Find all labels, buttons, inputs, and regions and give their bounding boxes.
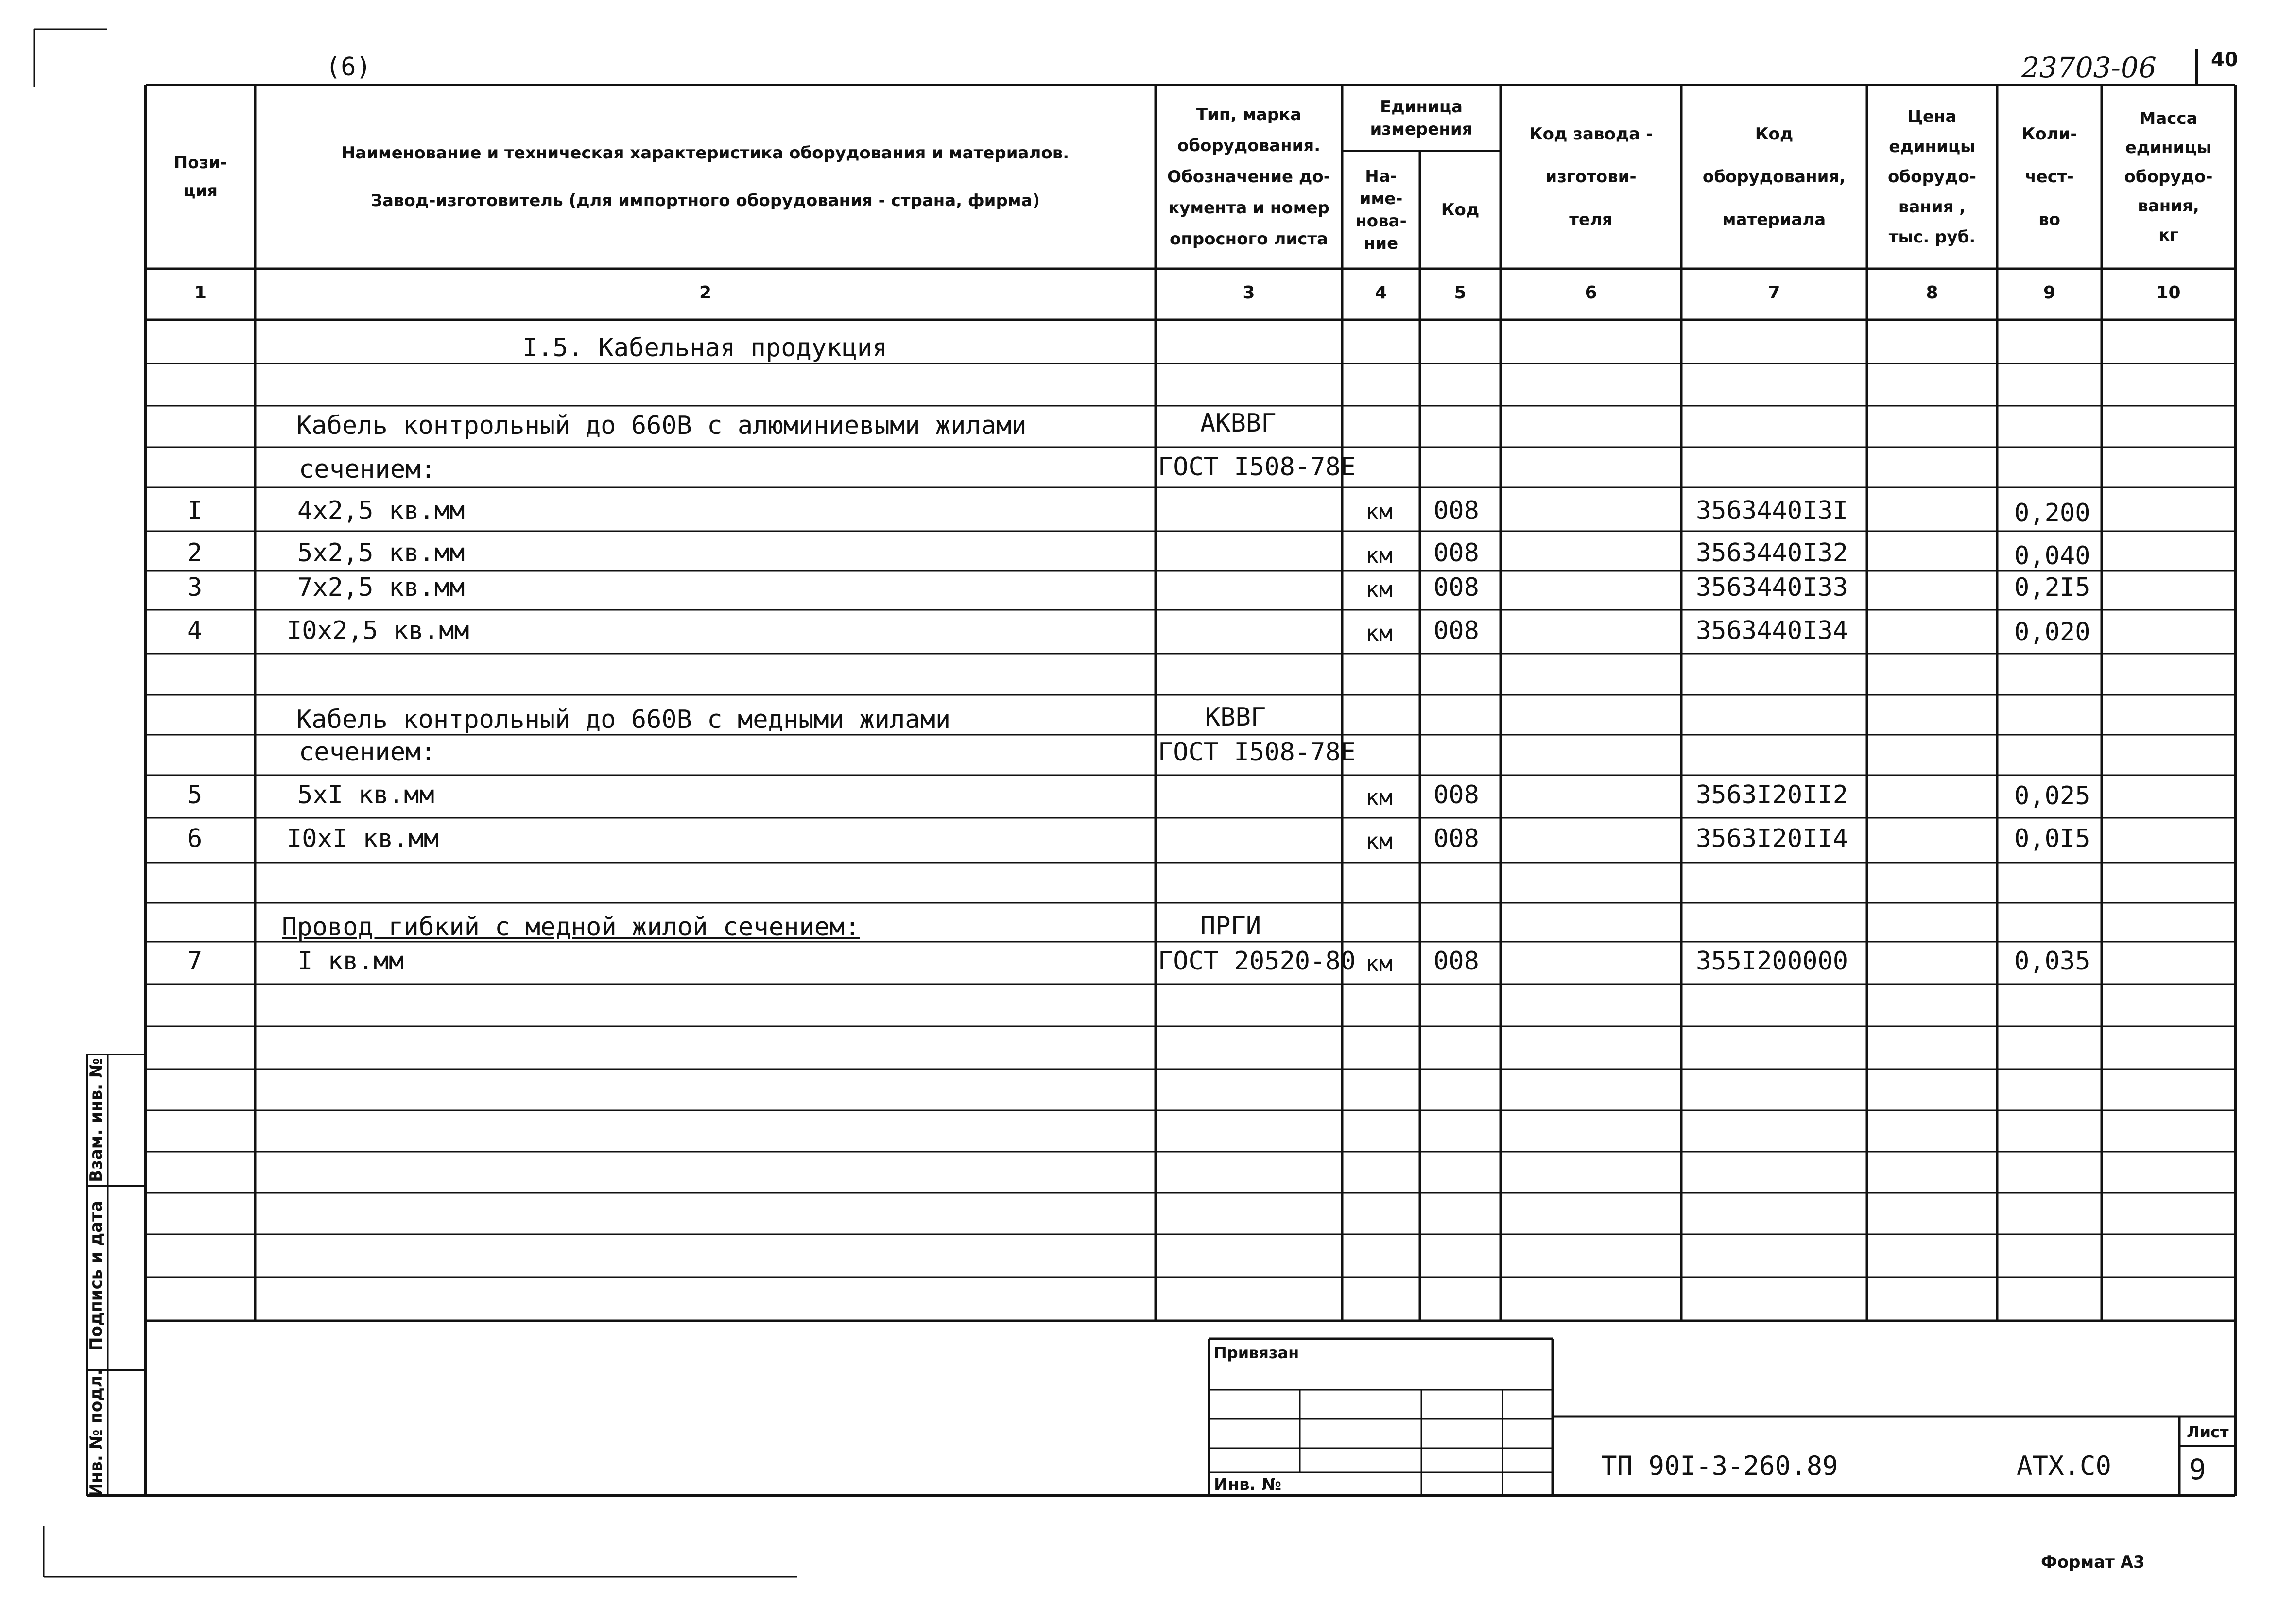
row-name: I кв.мм [297, 947, 404, 976]
row-quantity: 0,0I5 [2014, 824, 2090, 853]
header-equipment-code: Код оборудования, материала [1702, 124, 1846, 229]
row-unit: км [1365, 576, 1393, 603]
row-name: 4х2,5 кв.мм [297, 496, 465, 525]
row-unit: км [1365, 950, 1393, 977]
group-type: КВВГ [1205, 703, 1266, 732]
section-title: I.5. Кабельная продукция [522, 333, 888, 363]
header-mass: Масса единицы оборудо- вания, кг [2124, 109, 2213, 245]
row-equipment-code: 355I200000 [1696, 947, 1848, 976]
column-number: 2 [699, 283, 712, 303]
header-position: Пози- ция [173, 153, 227, 201]
group-type: ПРГИ [1200, 912, 1261, 941]
format-label: Формат А3 [2041, 1553, 2145, 1572]
group-title: сечением: [299, 738, 436, 767]
row-quantity: 0,2I5 [2014, 573, 2090, 602]
row-equipment-code: 3563I20II4 [1696, 824, 1848, 853]
row-code: 008 [1433, 573, 1479, 602]
column-number: 1 [194, 283, 207, 303]
side-label-inv: Инв. № подл. [86, 1369, 106, 1497]
header-type: Тип, марка оборудования. Обозначение до- кумента и номер опросного листа [1167, 105, 1330, 249]
row-position: 2 [187, 538, 203, 568]
row-quantity: 0,200 [2014, 499, 2090, 528]
row-equipment-code: 3563440I32 [1696, 538, 1848, 568]
stamp-code: АТХ.С0 [2017, 1451, 2112, 1481]
row-name: 5хI кв.мм [297, 780, 434, 810]
row-code: 008 [1433, 947, 1479, 976]
row-unit: км [1365, 828, 1393, 854]
row-position: 3 [187, 573, 203, 602]
column-number: 7 [1768, 283, 1780, 303]
row-unit: км [1365, 784, 1393, 811]
header-unit: Единица измерения [1370, 97, 1473, 139]
stamp-inv-no: Инв. № [1214, 1475, 1282, 1494]
column-number: 10 [2156, 283, 2181, 303]
column-number: 8 [1926, 283, 1938, 303]
group-title: Кабель контрольный до 660В с медными жилами [296, 705, 951, 734]
row-equipment-code: 3563I20II2 [1696, 780, 1848, 810]
row-position: 4 [187, 616, 203, 645]
row-unit: км [1365, 542, 1393, 569]
row-name: 7х2,5 кв.мм [297, 573, 465, 602]
header-unit-name: На- име- нова- ние [1355, 166, 1407, 253]
row-code: 008 [1433, 496, 1479, 525]
row-position: 6 [187, 824, 203, 853]
row-equipment-code: 3563440I34 [1696, 616, 1848, 645]
stamp-sheet-number: 9 [2189, 1453, 2206, 1486]
row-position: 5 [187, 780, 203, 810]
group-title: Кабель контрольный до 660В с алюминиевыми жилами [296, 411, 1027, 440]
section-number: (6) [326, 52, 371, 82]
page-corner-number: 40 [2211, 49, 2238, 71]
group-title: Провод гибкий с медной жилой сечением: [282, 913, 860, 942]
column-number: 3 [1243, 283, 1255, 303]
row-unit: км [1365, 499, 1393, 525]
header-name: Наименование и техническая характеристика оборудования и материалов. Завод-изготовитель (для импортного оборудования - страна, фирма) [341, 143, 1070, 210]
header-price: Цена единицы оборудо- вания , тыс. руб. [1888, 107, 1976, 247]
row-quantity: 0,035 [2014, 947, 2090, 976]
column-number: 4 [1375, 283, 1387, 303]
row-name: I0х2,5 кв.мм [287, 616, 469, 645]
column-number: 9 [2043, 283, 2056, 303]
header-unit-code: Код [1441, 200, 1480, 220]
row-position: 7 [187, 947, 203, 976]
row-code: 008 [1433, 780, 1479, 810]
row-unit: км [1365, 620, 1393, 646]
row-quantity: 0,025 [2014, 781, 2090, 811]
column-number: 5 [1454, 283, 1467, 303]
row-code: 008 [1433, 824, 1479, 853]
group-type: ГОСТ I508-78Е [1158, 452, 1356, 482]
group-type: АКВВГ [1200, 409, 1277, 438]
row-name: I0хI кв.мм [287, 824, 439, 853]
row-code: 008 [1433, 616, 1479, 645]
row-quantity: 0,040 [2014, 541, 2090, 570]
row-equipment-code: 3563440I33 [1696, 573, 1848, 602]
document-number: 23703-06 [2021, 51, 2157, 84]
row-name: 5х2,5 кв.мм [297, 538, 465, 568]
row-position: I [187, 496, 203, 525]
header-factory-code: Код завода - изготови- теля [1529, 124, 1653, 229]
group-title: сечением: [299, 455, 436, 484]
side-label-podpis: Подпись и дата [86, 1201, 106, 1351]
stamp-sheet-label: Лист [2187, 1423, 2229, 1441]
side-label-vzam: Взам. инв. № [86, 1058, 106, 1182]
row-code: 008 [1433, 538, 1479, 568]
row-quantity: 0,020 [2014, 618, 2090, 647]
stamp-privyazan: Привязан [1214, 1344, 1299, 1362]
column-number: 6 [1585, 283, 1597, 303]
group-type: ГОСТ I508-78Е [1158, 738, 1356, 767]
header-quantity: Коли- чест- во [2021, 124, 2077, 229]
stamp-designation: ТП 90I-3-260.89 [1601, 1451, 1838, 1481]
row-type: ГОСТ 20520-80 [1158, 947, 1356, 976]
row-equipment-code: 3563440I3I [1696, 496, 1848, 525]
